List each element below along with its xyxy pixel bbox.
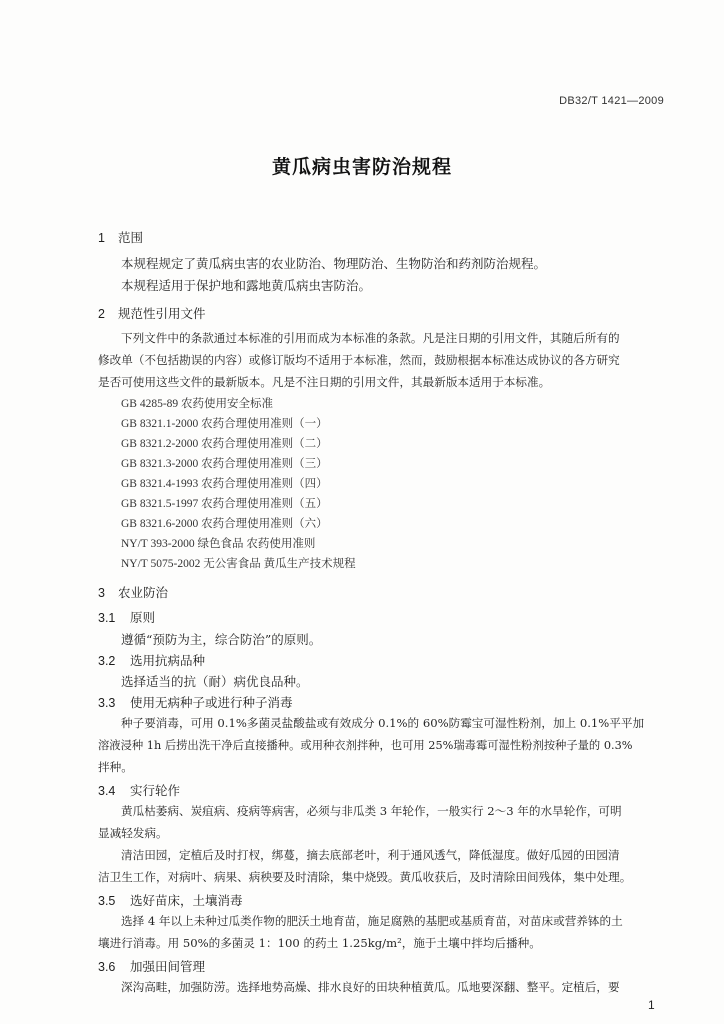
- paragraph-line: 拌种。: [98, 760, 133, 774]
- paragraph-line: 遵循“预防为主，综合防治”的原则。: [121, 632, 322, 647]
- section-heading-3: [98, 583, 168, 601]
- subsection-title: 使用无病种子或进行种子消毒: [130, 695, 293, 710]
- subsection-title: 实行轮作: [130, 783, 181, 798]
- section-number: 1: [98, 231, 105, 245]
- paragraph-line: 是否可使用这些文件的最新版本。凡是不注日期的引用文件，其最新版本适用于本标准。: [98, 375, 551, 389]
- section-title: 范围: [118, 230, 144, 245]
- subsection-heading-3-2: [98, 651, 205, 669]
- section-heading-1: [98, 228, 143, 246]
- reference-item: GB 8321.5-1997 农药合理使用准则（五）: [121, 498, 328, 510]
- subsection-heading-3-1: [98, 608, 155, 626]
- reference-item: GB 8321.6-2000 农药合理使用准则（六）: [121, 518, 328, 530]
- subsection-number: 3.4: [98, 784, 116, 798]
- paragraph-line: 清洁田园，定植后及时打杈，绑蔓，摘去底部老叶，利于通风透气，降低湿度。做好瓜园的田园清: [121, 848, 620, 862]
- paragraph-line: 下列文件中的条款通过本标准的引用而成为本标准的条款。凡是注日期的引用文件，其随后所有的: [121, 331, 620, 345]
- subsection-number: 3.6: [98, 960, 116, 974]
- subsection-title: 加强田间管理: [130, 959, 206, 974]
- subsection-title: 原则: [130, 610, 156, 625]
- reference-item: GB 8321.1-2000 农药合理使用准则（一）: [121, 418, 328, 430]
- section-number: 3: [98, 586, 105, 600]
- section-heading-2: [98, 304, 206, 322]
- paragraph-line: 显减轻发病。: [98, 826, 168, 840]
- paragraph-line: 选择适当的抗（耐）病优良品种。: [121, 674, 309, 689]
- subsection-heading-3-4: [98, 781, 180, 799]
- paragraph-line: 壤进行消毒。用 50%的多菌灵 1：100 的药土 1.25kg/m²，施于土壤中拌均后播种。: [98, 936, 541, 950]
- reference-item: NY/T 5075-2002 无公害食品 黄瓜生产技术规程: [121, 558, 356, 570]
- paragraph-line: 溶液浸种 1h 后捞出洗干净后直接播种。或用种衣剂拌种，也可用 25%瑞毒霉可湿性粉剂按种子量的 0.3%: [98, 739, 633, 752]
- reference-item: GB 8321.4-1993 农药合理使用准则（四）: [121, 478, 328, 490]
- subsection-number: 3.5: [98, 894, 116, 908]
- reference-item: GB 8321.2-2000 农药合理使用准则（二）: [121, 438, 328, 450]
- document-id: DB32/T 1421—2009: [559, 95, 664, 107]
- reference-item: GB 8321.3-2000 农药合理使用准则（三）: [121, 458, 328, 470]
- section-title: 农业防治: [118, 585, 169, 600]
- document-title: 黄瓜病虫害防治规程: [271, 156, 452, 178]
- paragraph: 本规程适用于保护地和露地黄瓜病虫害防治。: [121, 278, 372, 293]
- paragraph-line: 选择 4 年以上未种过瓜类作物的肥沃土地育苗，施足腐熟的基肥或基质育苗，对苗床或营养钵的土: [121, 914, 623, 928]
- subsection-title: 选用抗病品种: [130, 653, 206, 668]
- subsection-heading-3-5: [98, 891, 243, 909]
- subsection-number: 3.3: [98, 696, 116, 710]
- subsection-number: 3.2: [98, 654, 116, 668]
- reference-item: NY/T 393-2000 绿色食品 农药使用准则: [121, 538, 316, 550]
- paragraph-line: 深沟高畦，加强防涝。选择地势高燥、排水良好的田块种植黄瓜。瓜地要深翻、整平。定植后，要: [121, 980, 620, 994]
- paragraph-line: 黄瓜枯萎病、炭疽病、疫病等病害，必须与非瓜类 3 年轮作，一般实行 2～3 年的水旱轮作，可明: [121, 804, 622, 818]
- paragraph-line: 修改单（不包括勘误的内容）或修订版均不适用于本标准，然而，鼓励根据本标准达成协议的各方研究: [98, 353, 620, 367]
- subsection-heading-3-3: [98, 693, 293, 711]
- paragraph-line: 洁卫生工作，对病叶、病果、病秧要及时清除，集中烧毁。黄瓜收获后，及时清除田间残体，集中处理。: [98, 870, 632, 884]
- subsection-title: 选好苗床，土壤消毒: [130, 893, 243, 908]
- page-number: 1: [648, 998, 655, 1012]
- subsection-heading-3-6: [98, 957, 205, 975]
- subsection-number: 3.1: [98, 611, 116, 625]
- section-title: 规范性引用文件: [118, 306, 206, 321]
- section-number: 2: [98, 307, 105, 321]
- paragraph: 本规程规定了黄瓜病虫害的农业防治、物理防治、生物防治和药剂防治规程。: [121, 256, 547, 271]
- reference-item: GB 4285-89 农药使用安全标准: [121, 398, 274, 410]
- paragraph-line: 种子要消毒，可用 0.1%多菌灵盐酸盐或有效成分 0.1%的 60%防霉宝可湿性粉剂，加上 0.1%平平加: [121, 716, 645, 730]
